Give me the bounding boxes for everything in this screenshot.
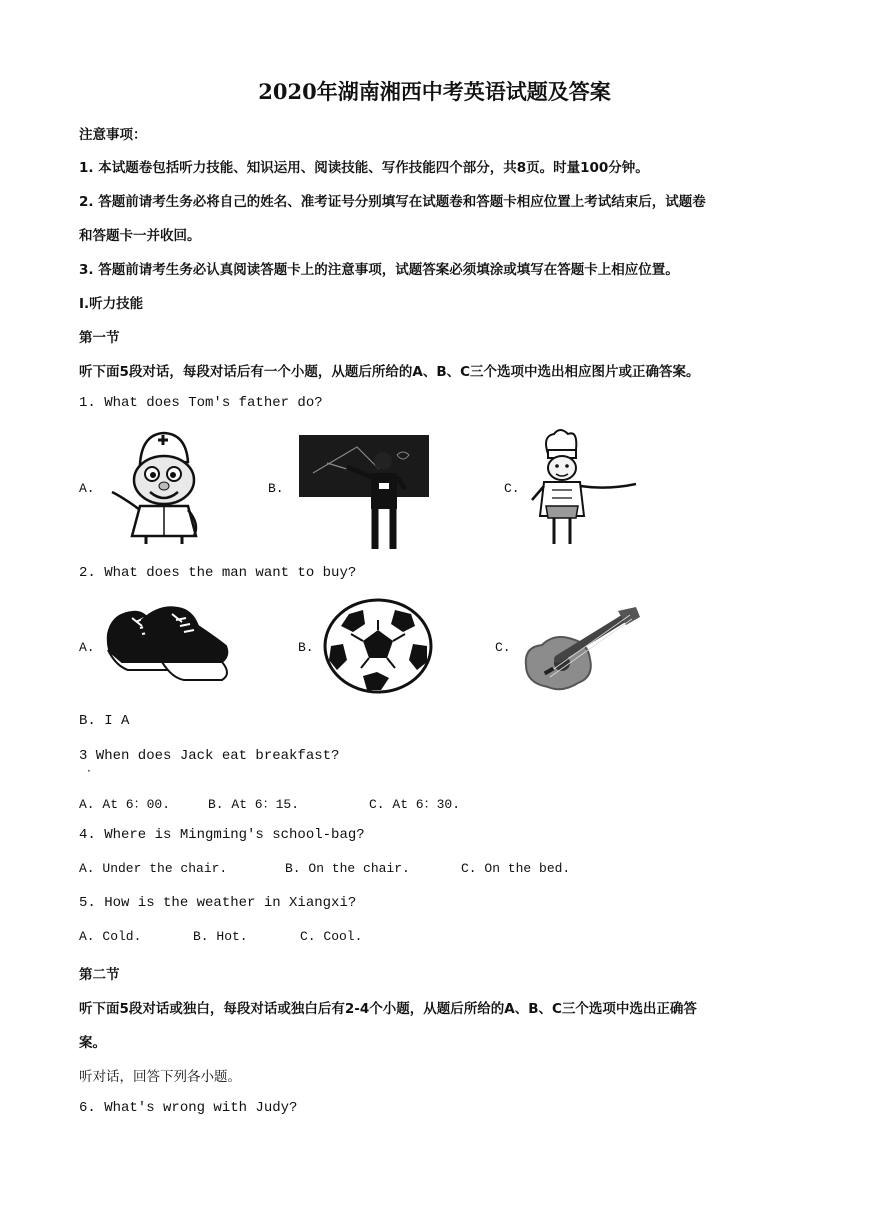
q2-option-c-label: C. bbox=[495, 640, 511, 655]
section2-subheading: 听对话，回答下列各小题。 bbox=[79, 1069, 241, 1085]
q2-option-a-label: A. bbox=[79, 640, 95, 655]
question-2: 2. What does the man want to buy? bbox=[79, 565, 357, 581]
teacher-icon bbox=[297, 433, 431, 558]
q1-option-b-label: B. bbox=[268, 481, 284, 496]
question-5: 5. How is the weather in Xiangxi? bbox=[79, 895, 357, 911]
q4-option-a: A. Under the chair. bbox=[79, 861, 228, 876]
q5-option-c: C. Cool. bbox=[300, 929, 363, 944]
q5-option-a: A. Cold. bbox=[79, 929, 142, 944]
note-2: 2. 答题前请考生务必将自己的姓名、准考证号分别填写在试题卷和答题卡相应位置上考试结束后，试题卷 bbox=[79, 194, 706, 210]
part-heading: I.听力技能 bbox=[79, 296, 144, 312]
q4-option-c: C. On the bed. bbox=[461, 861, 571, 876]
section1-instruction: 听下面5段对话，每段对话后有一个小题，从题后所给的A、B、C三个选项中选出相应图片或正确答案。 bbox=[79, 364, 700, 380]
section1-heading: 第一节 bbox=[79, 330, 120, 346]
football-icon bbox=[323, 598, 433, 699]
question-3: 3 When does Jack eat breakfast? bbox=[79, 748, 340, 764]
section2-heading: 第二节 bbox=[79, 967, 120, 983]
question-6: 6. What's wrong with Judy? bbox=[79, 1100, 298, 1116]
shoes-icon bbox=[102, 600, 234, 693]
answer-line: B. I A bbox=[79, 713, 130, 729]
q3-option-b: B. At 6：15. bbox=[208, 797, 300, 812]
question-4: 4. Where is Mingming's school-bag? bbox=[79, 827, 365, 843]
q2-option-b-label: B. bbox=[298, 640, 314, 655]
guitar-icon bbox=[518, 603, 642, 700]
note-2-cont: 和答题卡一并收回。 bbox=[79, 228, 201, 244]
notes-header: 注意事项： bbox=[79, 127, 147, 143]
q5-option-b: B. Hot. bbox=[193, 929, 248, 944]
note-3: 3. 答题前请考生务必认真阅读答题卡上的注意事项，试题答案必须填涂或填写在答题卡上相应位置。 bbox=[79, 262, 679, 278]
stray-dot: · bbox=[87, 764, 91, 778]
section2-instruction-cont: 案。 bbox=[79, 1035, 106, 1051]
q1-option-c-label: C. bbox=[504, 481, 520, 496]
note-1: 1. 本试题卷包括听力技能、知识运用、阅读技能、写作技能四个部分，共8页。时量100分钟。 bbox=[79, 160, 649, 176]
q3-option-c: C. At 6：30. bbox=[369, 797, 461, 812]
question-1: 1. What does Tom's father do? bbox=[79, 395, 323, 411]
page-title: 2020年湖南湘西中考英语试题及答案 bbox=[258, 79, 611, 104]
q1-option-a-label: A. bbox=[79, 481, 95, 496]
doctor-icon bbox=[102, 428, 222, 551]
q4-option-b: B. On the chair. bbox=[285, 861, 410, 876]
q3-option-a: A. At 6：00. bbox=[79, 797, 171, 812]
chef-icon bbox=[528, 428, 642, 553]
section2-instruction: 听下面5段对话或独白，每段对话或独白后有2-4个小题，从题后所给的A、B、C三个选项中选出正确答 bbox=[79, 1001, 697, 1017]
